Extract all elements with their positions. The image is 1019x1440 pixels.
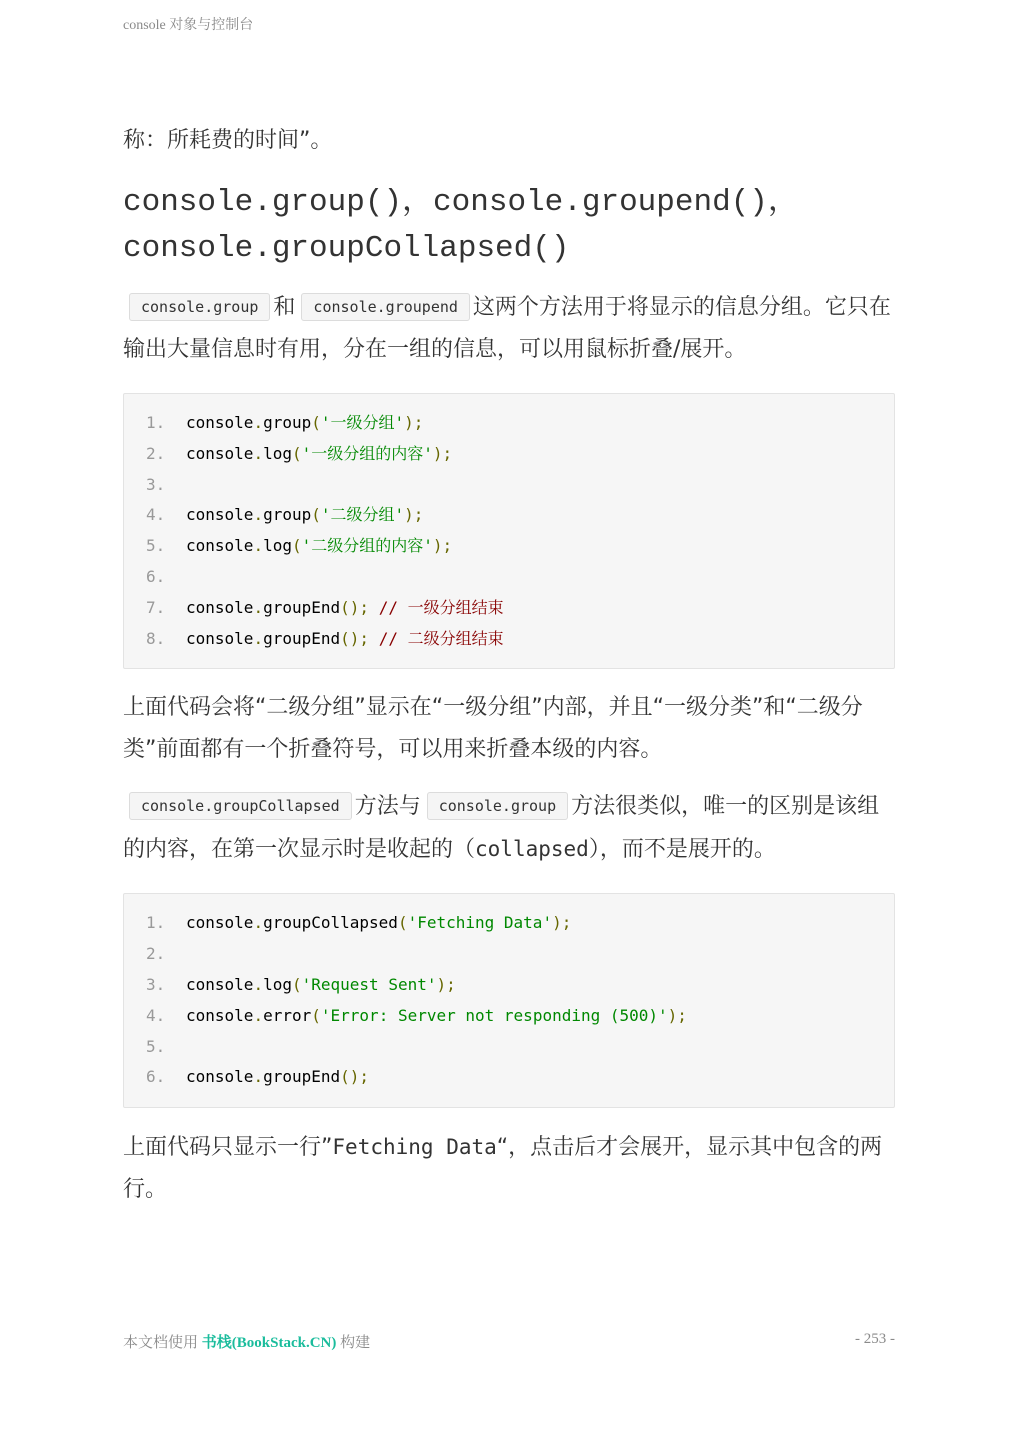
line-number: 5.: [146, 1036, 166, 1056]
line-number: 3.: [146, 974, 166, 994]
code-object: console: [186, 413, 254, 432]
code-dot: .: [253, 913, 264, 933]
code-method: groupEnd: [263, 597, 341, 617]
result-text-end: “，点击后才会展开，显示其中包含的两行。: [123, 1135, 883, 1203]
code-block-group-example: [123, 393, 895, 669]
code-paren-open: (: [291, 443, 302, 463]
document-body: [123, 120, 895, 1211]
code-dot: .: [253, 443, 264, 463]
code-paren-close: );: [404, 505, 424, 525]
section-heading: console.group()，console.groupend()，console.groupCollapsed(): [123, 185, 799, 266]
code-method: log: [263, 974, 292, 994]
code-paren-close: );: [404, 413, 424, 432]
code-dot: .: [253, 597, 264, 617]
code-object: console: [186, 974, 254, 994]
code-dot: .: [253, 974, 264, 994]
code-line: [124, 408, 894, 439]
code-object: console: [186, 1067, 254, 1087]
code-object: console: [186, 628, 254, 648]
line-number: 8.: [146, 628, 166, 648]
code-line: [124, 970, 894, 1001]
code-line: [124, 562, 894, 593]
code-string: 'Request Sent': [301, 974, 437, 994]
conjunction-text: 和: [273, 295, 296, 320]
code-paren-close: );: [349, 597, 379, 617]
code-dot: .: [253, 413, 264, 432]
description-text-end: ），而不是展开的。: [588, 837, 776, 863]
code-string: '二级分组的内容': [301, 536, 433, 556]
code-method: log: [263, 536, 292, 556]
page-footer: [123, 1331, 895, 1352]
code-line: [124, 624, 894, 655]
code-method: error: [263, 1005, 312, 1025]
code-string: '二级分组': [320, 505, 405, 525]
code-method: log: [263, 443, 292, 463]
inline-code-console-group: console.group: [129, 293, 270, 321]
code-paren-open: (: [291, 536, 302, 556]
code-line: [124, 908, 894, 939]
footer-prefix: 本文档使用: [123, 1335, 199, 1351]
code-paren-open: (: [291, 974, 302, 994]
group-result-paragraph: 上面代码会将“二级分组”显示在“一级分组”内部，并且“一级分类”和“二级分类”前面都有一个折叠符号，可以用来折叠本级的内容。: [123, 695, 863, 763]
group-description-paragraph: [123, 286, 895, 371]
description-text: 这两个方法用于将显示的信息分组。它只在输出大量信息时有用，分在一组的信息，可以用鼠标折叠/展开。: [123, 295, 891, 362]
code-paren-close: );: [667, 1005, 687, 1025]
code-dot: .: [253, 536, 264, 556]
footer-brand-link[interactable]: 书栈(BookStack.CN): [201, 1335, 337, 1351]
intro-paragraph: 称：所耗费的时间”。: [123, 128, 333, 153]
code-dot: .: [253, 1005, 264, 1025]
code-paren-open: (: [311, 413, 321, 432]
collapsed-result-paragraph: [123, 1126, 895, 1211]
inline-code-console-groupend: console.groupend: [301, 293, 470, 321]
code-line: [124, 593, 894, 624]
line-number: 1.: [146, 413, 166, 432]
code-paren-open: (: [311, 505, 321, 525]
code-paren-open: (: [340, 1067, 350, 1087]
code-comment: // 一级分组结束: [378, 597, 504, 617]
description-text: 方法很类似，唯一的区别是该组的内容，在第一次显示时是收起的（: [123, 794, 880, 863]
code-method: group: [263, 505, 312, 525]
code-line: [124, 439, 894, 470]
line-number: 3.: [146, 474, 166, 494]
code-line: [124, 531, 894, 562]
code-comment: // 二级分组结束: [378, 628, 504, 648]
code-paren-close: );: [432, 443, 453, 463]
result-text-start: 上面代码只显示一行”: [123, 1135, 333, 1161]
line-number: 4.: [146, 1005, 166, 1025]
line-number: 2.: [146, 443, 166, 463]
code-line: [124, 470, 894, 501]
line-number: 5.: [146, 536, 166, 556]
code-line: [124, 1032, 894, 1063]
line-number: 6.: [146, 1067, 166, 1087]
code-string: 'Fetching Data': [407, 913, 553, 933]
code-method: groupEnd: [263, 628, 341, 648]
line-number: 2.: [146, 944, 166, 964]
code-line: [124, 500, 894, 531]
code-paren-open: (: [397, 913, 408, 933]
code-paren-close: );: [436, 974, 456, 994]
line-number: 6.: [146, 566, 166, 586]
line-number: 1.: [146, 913, 166, 933]
code-dot: .: [253, 628, 264, 648]
code-object: console: [186, 443, 254, 463]
footer-suffix: 构建: [340, 1335, 371, 1351]
code-string: '一级分组': [320, 413, 405, 432]
code-object: console: [186, 597, 254, 617]
code-paren-close: );: [552, 913, 572, 933]
comparison-text: 方法与: [354, 794, 421, 820]
code-string: 'Error: Server not responding (500)': [320, 1005, 668, 1025]
code-line: [124, 1062, 894, 1093]
group-collapsed-description-paragraph: [123, 785, 895, 871]
code-block-collapsed-example: [123, 893, 895, 1108]
code-paren-close: );: [432, 536, 453, 556]
code-paren-close: );: [349, 1067, 370, 1087]
inline-mono-collapsed: collapsed: [475, 837, 589, 862]
code-method: group: [263, 413, 312, 432]
code-paren-open: (: [311, 1005, 321, 1025]
line-number: 7.: [146, 597, 166, 617]
code-object: console: [186, 913, 254, 933]
inline-mono-fetching-data: Fetching Data: [332, 1135, 497, 1160]
code-line: [124, 1001, 894, 1032]
code-method: groupCollapsed: [263, 913, 398, 933]
page-header: console 对象与控制台: [123, 18, 254, 33]
line-number: 4.: [146, 505, 166, 525]
code-dot: .: [253, 505, 264, 525]
code-line: [124, 939, 894, 970]
code-paren-close: );: [349, 628, 379, 648]
code-string: '一级分组的内容': [301, 443, 433, 463]
inline-code-console-groupcollapsed: console.groupCollapsed: [129, 792, 352, 820]
code-object: console: [186, 536, 254, 556]
code-paren-open: (: [340, 628, 350, 648]
inline-code-console-group-2: console.group: [427, 792, 568, 820]
code-paren-open: (: [340, 597, 350, 617]
code-method: groupEnd: [263, 1067, 341, 1087]
page-number: - 253 -: [855, 1331, 895, 1347]
code-dot: .: [253, 1067, 264, 1087]
code-object: console: [186, 1005, 254, 1025]
code-object: console: [186, 505, 254, 525]
